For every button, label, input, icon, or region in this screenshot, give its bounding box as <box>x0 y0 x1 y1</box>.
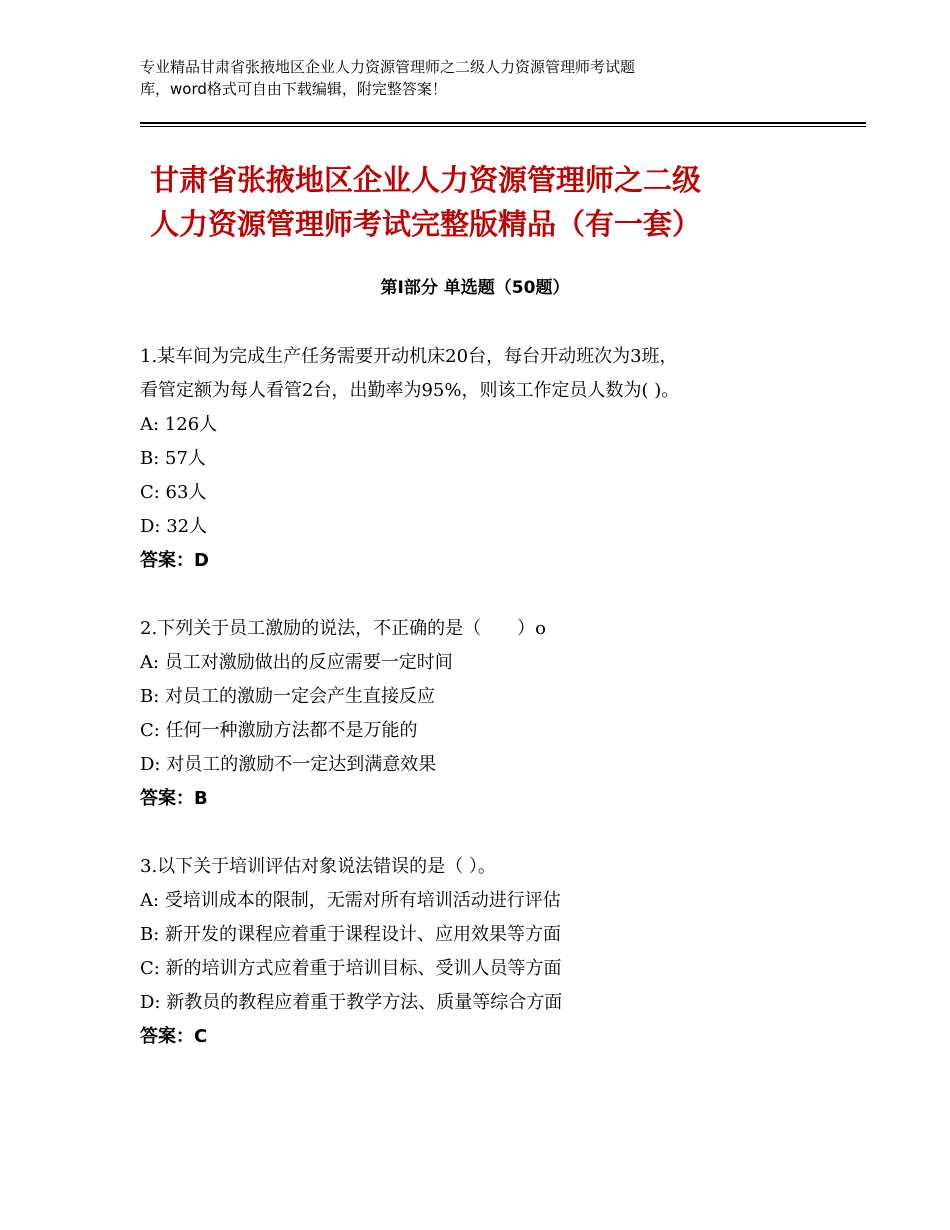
option-d: D: 32人 <box>140 516 208 537</box>
option-c: C: 新的培训方式应着重于培训目标、受训人员等方面 <box>140 958 562 979</box>
answer-label: 答案：D <box>140 550 209 571</box>
header-note-line-1: 专业精品甘肃省张掖地区企业人力资源管理师之二级人力资源管理师考试题 <box>140 58 636 76</box>
header-divider-thick <box>140 122 866 124</box>
answer-label: 答案：B <box>140 788 208 809</box>
question-stem: 3.以下关于培训评估对象说法错误的是（ ）。 <box>140 856 496 877</box>
option-a: A: 员工对激励做出的反应需要一定时间 <box>140 652 453 673</box>
option-c: C: 任何一种激励方法都不是万能的 <box>140 720 418 741</box>
document-title-line-1: 甘肃省张掖地区企业人力资源管理师之二级 <box>150 163 702 197</box>
option-b: B: 新开发的课程应着重于课程设计、应用效果等方面 <box>140 924 562 945</box>
document-title-line-2: 人力资源管理师考试完整版精品（有一套） <box>150 207 702 241</box>
question-stem-continued: 看管定额为每人看管2台，出勤率为95%，则该工作定员人数为( )。 <box>140 380 680 401</box>
question-3 <box>140 850 820 1054</box>
option-d: D: 新教员的教程应着重于教学方法、质量等综合方面 <box>140 992 563 1013</box>
document-title <box>150 158 830 246</box>
question-list <box>140 340 820 1088</box>
option-b: B: 57人 <box>140 448 206 469</box>
question-1 <box>140 340 820 578</box>
header-note <box>140 56 820 100</box>
question-stem: 1.某车间为完成生产任务需要开动机床20台，每台开动班次为3班， <box>140 346 678 367</box>
option-a: A: 受培训成本的限制，无需对所有培训活动进行评估 <box>140 890 561 911</box>
question-2 <box>140 612 820 816</box>
option-b: B: 对员工的激励一定会产生直接反应 <box>140 686 436 707</box>
option-a: A: 126人 <box>140 414 218 435</box>
header-divider-thin <box>140 126 866 127</box>
section-heading: 第Ⅰ部分 单选题（50题） <box>380 278 570 298</box>
answer-label: 答案：C <box>140 1026 208 1047</box>
header-note-line-2: 库，word格式可自由下载编辑，附完整答案！ <box>140 80 447 98</box>
question-stem: 2.下列关于员工激励的说法，不正确的是（ ）o <box>140 618 547 639</box>
option-d: D: 对员工的激励不一定达到满意效果 <box>140 754 437 775</box>
option-c: C: 63人 <box>140 482 207 503</box>
